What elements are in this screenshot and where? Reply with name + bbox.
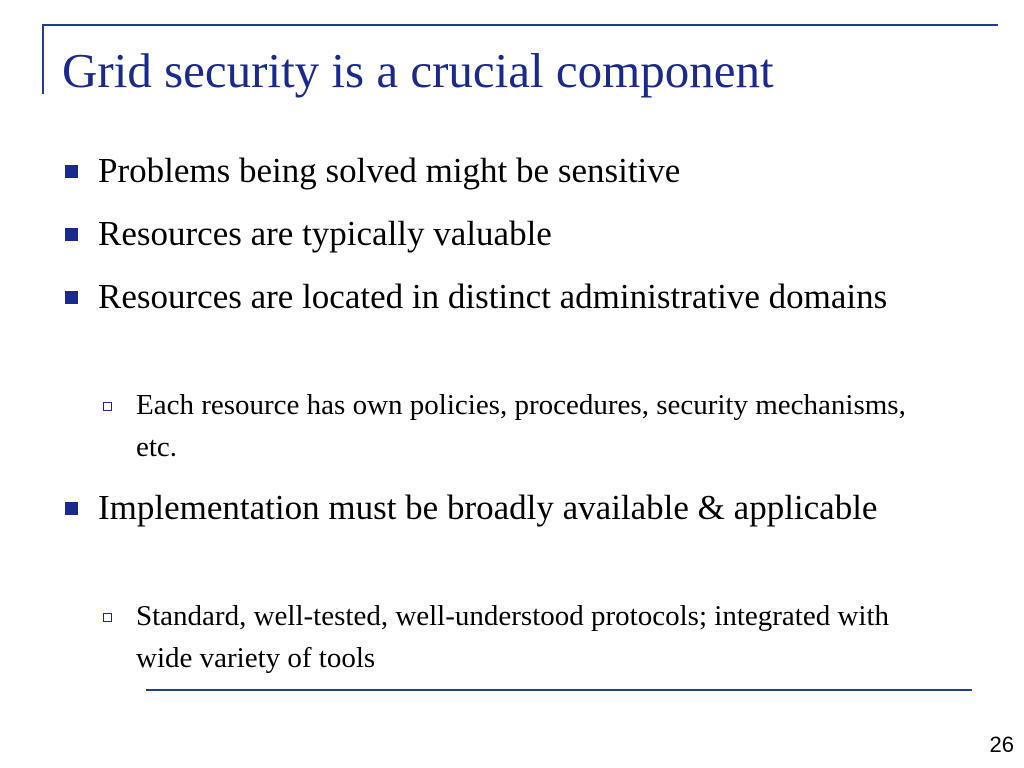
sub-bullet-item [136,595,936,679]
square-bullet-icon [65,228,78,241]
square-bullet-icon [65,165,78,178]
footer-rule [146,689,972,691]
bullet-item [98,272,928,322]
bullet-text: Resources are located in distinct administrative domains [98,277,888,316]
bullet-item [98,146,928,196]
sub-bullet-text: Each resource has own policies, procedures, security mechanisms, etc. [136,389,906,463]
page-number: 26 [989,732,1014,757]
sub-bullet-item [136,384,936,468]
square-bullet-icon [65,502,78,515]
bullet-item [98,209,928,259]
square-bullet-icon [65,291,78,304]
bullet-text: Implementation must be broadly available & applicable [98,488,878,527]
slide-title: Grid security is a crucial component [62,43,774,98]
hollow-square-bullet-icon [103,613,112,622]
bullet-text: Problems being solved might be sensitive [98,151,681,190]
bullet-item [98,483,928,533]
bullet-text: Resources are typically valuable [98,214,552,253]
sub-bullet-text: Standard, well-tested, well-understood protocols; integrated with wide variety of tools [136,600,890,674]
hollow-square-bullet-icon [103,402,112,411]
